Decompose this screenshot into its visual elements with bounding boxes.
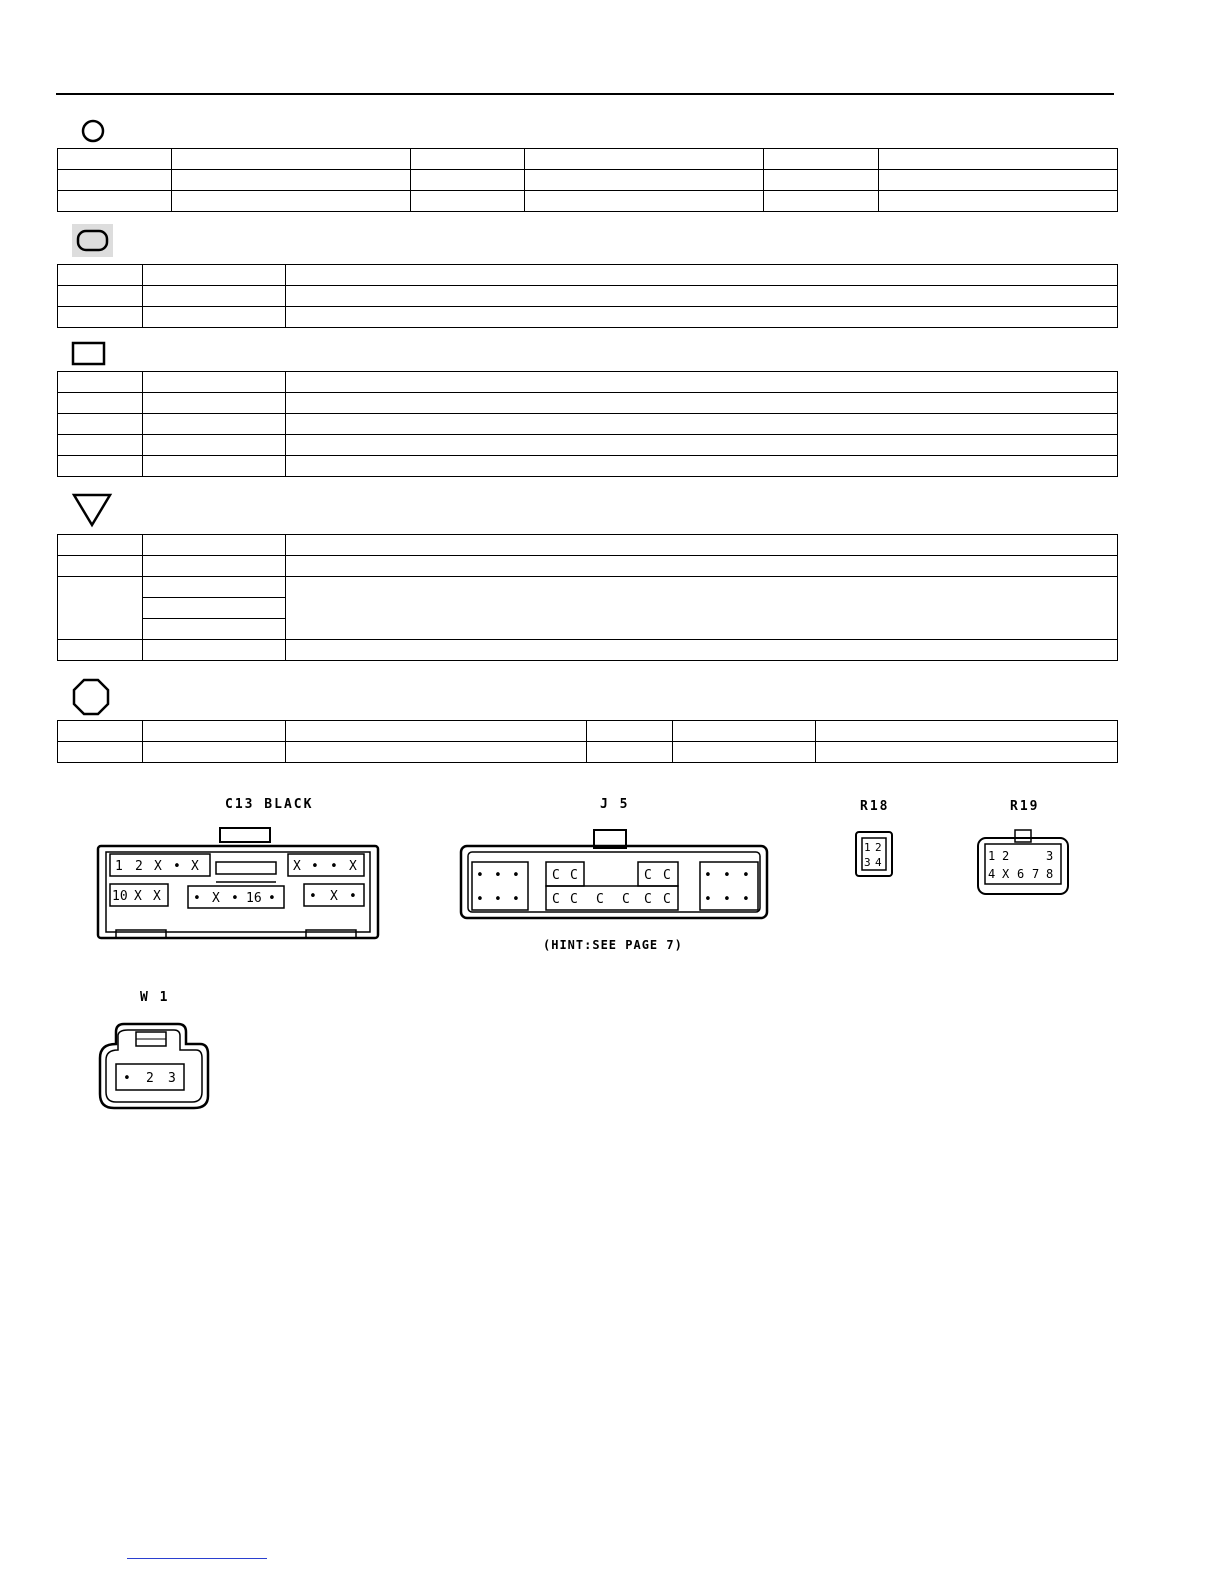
c13-pin: 16: [246, 891, 262, 906]
r18-pin: 3: [864, 856, 871, 869]
table-row: [58, 149, 1118, 170]
j5-pin: C: [663, 892, 671, 907]
c13-pin: •: [311, 859, 319, 874]
c13-pin: •: [193, 891, 201, 906]
c13-row2: [110, 884, 364, 908]
c13-pin: •: [231, 891, 239, 906]
table-row: [58, 435, 1118, 456]
c13-pin: •: [173, 859, 181, 874]
ground-point-icon: [71, 492, 113, 528]
j5-pin: •: [494, 868, 502, 883]
splice-table-circle: [57, 148, 1118, 212]
j5-pin: •: [704, 868, 712, 883]
junction-block-icon: [72, 224, 113, 257]
table-row: [58, 170, 1118, 191]
j5-pin: •: [476, 868, 484, 883]
c13-pin: X: [212, 891, 220, 906]
j5-pin: •: [723, 868, 731, 883]
circle-icon: [80, 118, 106, 144]
c13-pin: •: [309, 889, 317, 904]
table-row: [58, 265, 1118, 286]
table-row: [58, 372, 1118, 393]
r19-pin: 8: [1046, 867, 1054, 881]
j5-pin: •: [704, 892, 712, 907]
j5-pin: C: [570, 892, 578, 907]
table-row: [58, 286, 1118, 307]
table-row: [58, 535, 1118, 556]
connector-r18: [852, 828, 896, 880]
table-row: [58, 721, 1118, 742]
c13-pin: •: [330, 859, 338, 874]
r19-pin: X: [1002, 867, 1010, 881]
j5-pin: C: [622, 892, 630, 907]
j5-pin: C: [644, 892, 652, 907]
splice-table-octagon: [57, 720, 1118, 763]
connector-r19: [975, 828, 1071, 898]
r19-pin: 6: [1017, 867, 1025, 881]
j5-pin: •: [494, 892, 502, 907]
table-row: [58, 577, 1118, 598]
j5-pin: C: [552, 868, 560, 883]
c13-pin: X: [134, 889, 142, 904]
c13-pin: X: [293, 859, 301, 874]
j5-pin: C: [596, 892, 604, 907]
table-row: [58, 393, 1118, 414]
c13-pin: X: [154, 859, 162, 874]
j5-pin: C: [644, 868, 652, 883]
connector-w1: [96, 1020, 212, 1114]
c13-pin: 1: [115, 859, 123, 874]
j5-pin: •: [512, 892, 520, 907]
table-row: [58, 742, 1118, 763]
connector-w1-label: W 1: [140, 990, 170, 1005]
table-row: [58, 307, 1118, 328]
c13-pin: 2: [135, 859, 143, 874]
table-row: [58, 456, 1118, 477]
r19-pin: 4: [988, 867, 996, 881]
c13-pin: X: [191, 859, 199, 874]
junction-table: [57, 264, 1118, 328]
c13-row1: [110, 854, 364, 876]
r19-pin: 3: [1046, 849, 1054, 863]
connector-table-square: [57, 371, 1118, 477]
table-row: [58, 640, 1118, 661]
splice-point-icon: [71, 677, 111, 717]
j5-pin: •: [476, 892, 484, 907]
j5-pin: C: [570, 868, 578, 883]
j5-pin: •: [742, 868, 750, 883]
header-rule: [56, 93, 1114, 95]
c13-pin: X: [349, 859, 357, 874]
c13-pin: •: [268, 891, 276, 906]
w1-pin: 3: [168, 1071, 176, 1086]
connector-c13-label: C13 BLACK: [225, 797, 314, 812]
table-row: [58, 191, 1118, 212]
c13-pin: •: [349, 889, 357, 904]
ground-table: [57, 534, 1118, 661]
w1-pin: •: [123, 1071, 131, 1086]
c13-pin: X: [330, 889, 338, 904]
r19-pin: 7: [1032, 867, 1040, 881]
j5-pin: C: [552, 892, 560, 907]
j5-pin: C: [663, 868, 671, 883]
c13-pin: 10: [112, 889, 128, 904]
r19-pin: 2: [1002, 849, 1010, 863]
connector-r19-label: R19: [1010, 799, 1040, 814]
j5-pin: •: [742, 892, 750, 907]
footer-link-underline[interactable]: [127, 1558, 267, 1559]
w1-pin: 2: [146, 1071, 154, 1086]
table-row: [58, 414, 1118, 435]
r19-pin: 1: [988, 849, 996, 863]
r18-pin: 2: [875, 841, 882, 854]
square-icon: [71, 341, 107, 367]
j5-pin: •: [512, 868, 520, 883]
table-row: [58, 556, 1118, 577]
connector-j5: [458, 826, 774, 922]
connector-r18-label: R18: [860, 799, 890, 814]
j5-hint: (HINT:SEE PAGE 7): [543, 938, 683, 952]
connector-c13: [96, 822, 382, 944]
c13-pin: X: [153, 889, 161, 904]
r18-pin: 4: [875, 856, 882, 869]
connector-j5-label: J 5: [600, 797, 630, 812]
j5-pin: •: [723, 892, 731, 907]
r18-pin: 1: [864, 841, 871, 854]
